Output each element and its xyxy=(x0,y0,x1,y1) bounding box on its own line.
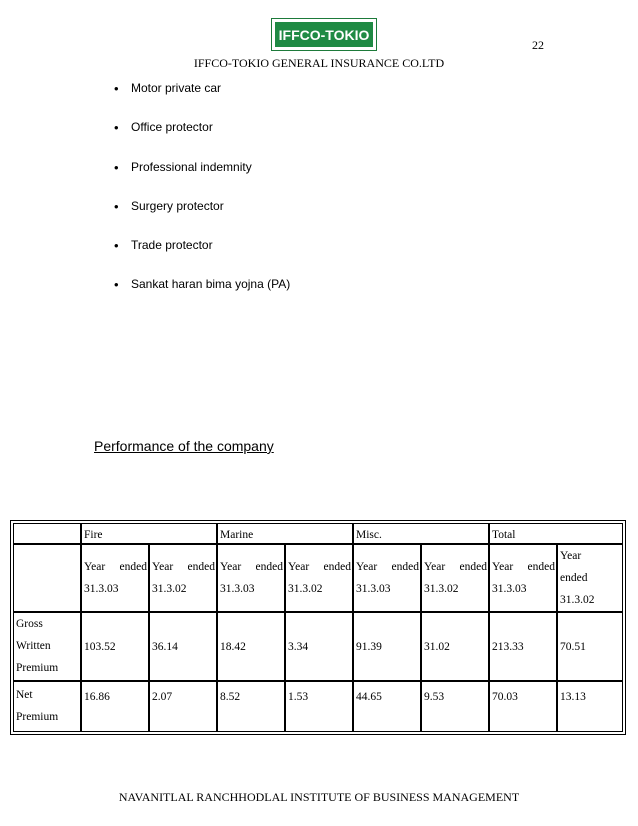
value-cell: 9.53 xyxy=(421,681,489,732)
page-footer: NAVANITLAL RANCHHODLAL INSTITUTE OF BUSINESS MANAGEMENT xyxy=(118,790,520,804)
section-heading: Performance of the company xyxy=(94,438,274,454)
list-item: • Motor private car xyxy=(114,81,222,96)
table-corner-cell xyxy=(13,523,81,544)
period-header-cell: Year ended 31.3.02 xyxy=(285,544,353,612)
company-header: IFFCO-TOKIO GENERAL INSURANCE CO.LTD xyxy=(193,56,445,70)
group-header-fire: Fire xyxy=(81,523,217,544)
value-cell: 3.34 xyxy=(285,612,353,681)
product-list xyxy=(114,80,290,316)
group-header-misc: Misc. xyxy=(353,523,489,544)
value-cell: 44.65 xyxy=(353,681,421,732)
iffco-tokio-logo xyxy=(271,18,377,51)
row-label-cell: Net Premium xyxy=(13,681,81,732)
value-cell: 70.03 xyxy=(489,681,557,732)
period-header-cell: Year ended 31.3.02 xyxy=(421,544,489,612)
group-header-marine: Marine xyxy=(217,523,353,544)
row-label-cell: Gross Written Premium xyxy=(13,612,81,681)
value-cell: 1.53 xyxy=(285,681,353,732)
list-item: • Surgery protector xyxy=(114,198,224,214)
value-cell: 213.33 xyxy=(489,612,557,681)
period-header-cell: Year ended 31.3.03 xyxy=(489,544,557,612)
bullet-icon: • xyxy=(114,120,119,136)
value-cell: 2.07 xyxy=(149,681,217,732)
value-cell: 8.52 xyxy=(217,681,285,732)
bullet-icon: • xyxy=(114,159,119,175)
list-item: • Sankat haran bima yojna (PA) xyxy=(114,277,291,293)
value-cell: 36.14 xyxy=(149,612,217,681)
list-item: • Office protector xyxy=(114,120,213,136)
period-header-cell: Year ended 31.3.03 xyxy=(81,544,149,612)
period-header-cell: Year ended 31.3.02 xyxy=(557,544,623,612)
page-number: 22 xyxy=(532,38,544,52)
group-header-total: Total xyxy=(489,523,623,544)
svg-text:IFFCO-TOKIO: IFFCO-TOKIO xyxy=(278,27,370,43)
bullet-icon: • xyxy=(114,198,119,214)
period-header-cell: Year ended 31.3.03 xyxy=(353,544,421,612)
bullet-icon: • xyxy=(114,277,119,293)
period-header-cell: Year ended 31.3.02 xyxy=(149,544,217,612)
value-cell: 18.42 xyxy=(217,612,285,681)
table-empty-cell xyxy=(13,544,81,612)
list-item: • Professional indemnity xyxy=(114,159,252,175)
value-cell: 91.39 xyxy=(353,612,421,681)
value-cell: 103.52 xyxy=(81,612,149,681)
performance-table xyxy=(10,520,626,735)
list-item: • Trade protector xyxy=(114,238,213,254)
value-cell: 31.02 xyxy=(421,612,489,681)
value-cell: 70.51 xyxy=(557,612,623,681)
bullet-icon: • xyxy=(114,238,119,254)
value-cell: 16.86 xyxy=(81,681,149,732)
period-header-cell: Year ended 31.3.03 xyxy=(217,544,285,612)
value-cell: 13.13 xyxy=(557,681,623,732)
bullet-icon: • xyxy=(114,81,119,96)
